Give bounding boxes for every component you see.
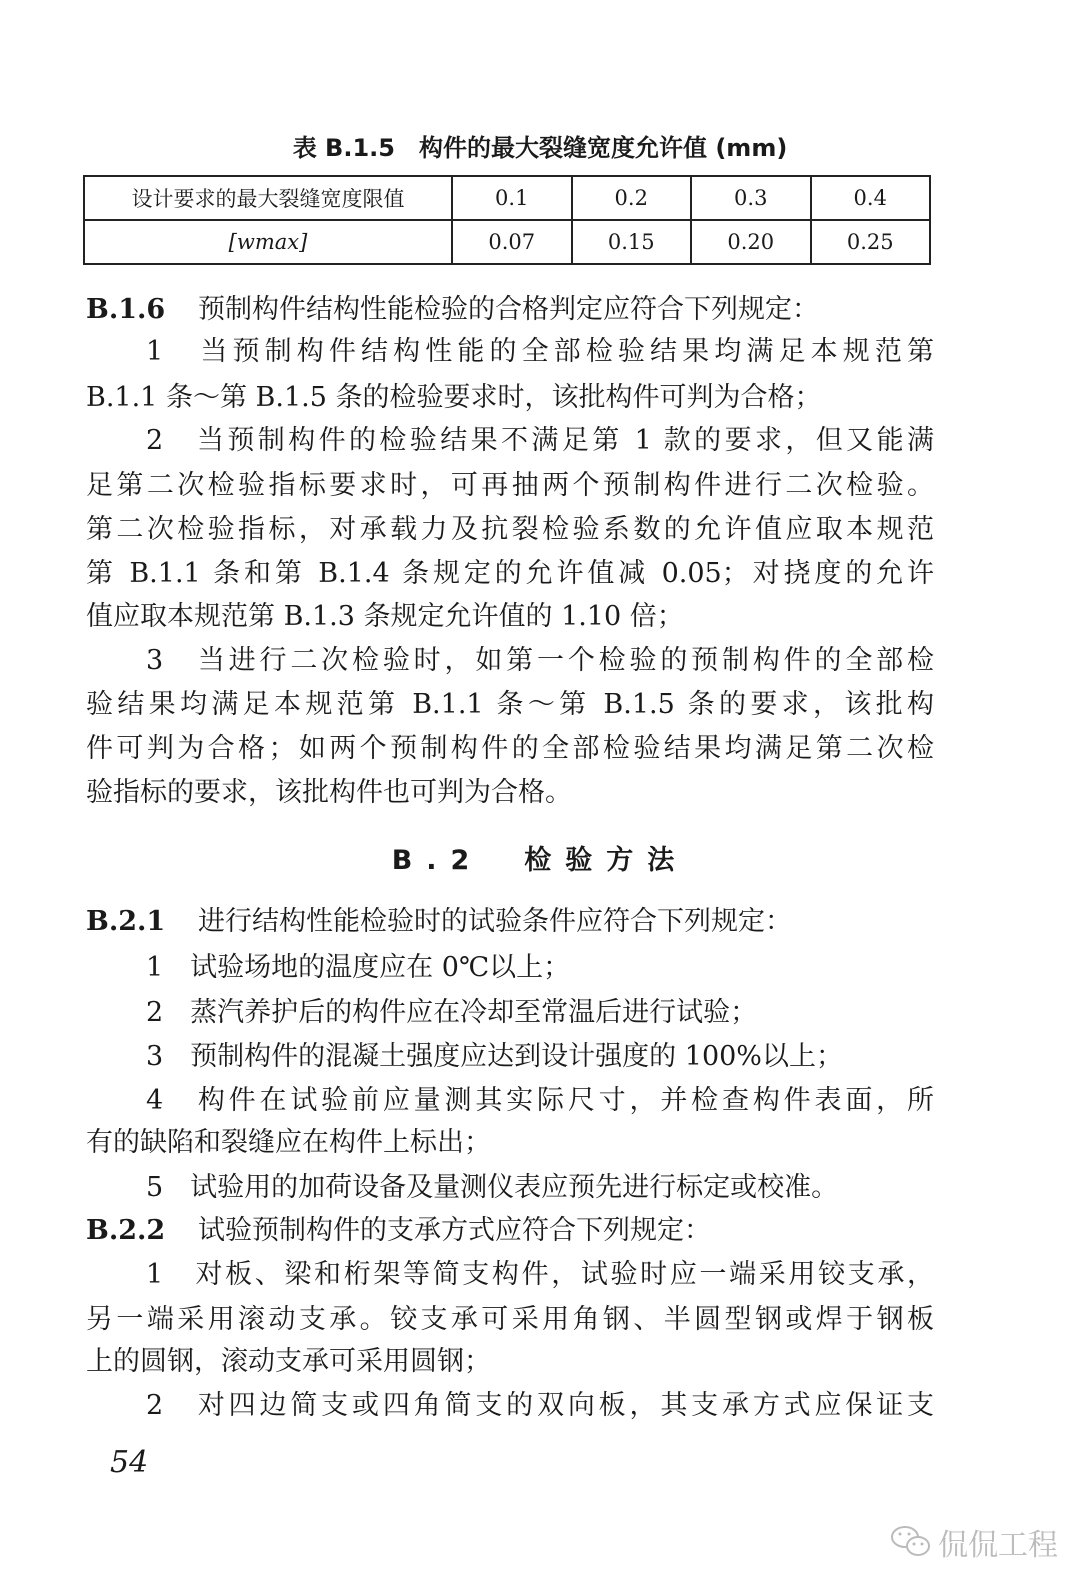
table-row	[84, 220, 930, 264]
text-line: 第 B.1.1 条和第 B.1.4 条规定的允许值减 0.05；对挠度的允许	[86, 558, 934, 589]
watermark	[890, 1520, 1058, 1564]
text-line: 4 构件在试验前应量测其实际尺寸，并检查构件表面，所	[146, 1085, 934, 1116]
wechat-icon	[890, 1524, 932, 1560]
text-line: B.1.1 条～第 B.1.5 条的检验要求时，该批构件可判为合格；	[86, 382, 822, 413]
text-line: 3 当进行二次检验时，如第一个检验的预制构件的全部检	[146, 645, 934, 676]
text-line: 值应取本规范第 B.1.3 条规定允许值的 1.10 倍；	[86, 601, 684, 632]
text-line: 件可判为合格；如两个预制构件的全部检验结果均满足第二次检	[86, 733, 934, 764]
text-line: 5 试验用的加荷设备及量测仪表应预先进行标定或校准。	[146, 1172, 839, 1203]
text-line: 1 对板、梁和桁架等简支构件，试验时应一端采用铰支承，	[146, 1259, 934, 1290]
text-line: 1 当预制构件结构性能的全部检验结果均满足本规范第	[146, 336, 934, 367]
text-line: 足第二次检验指标要求时，可再抽两个预制构件进行二次检验。	[86, 470, 934, 501]
text-line: 2 对四边简支或四角简支的双向板，其支承方式应保证支	[146, 1390, 934, 1421]
text-line: 2 蒸汽养护后的构件应在冷却至常温后进行试验；	[146, 997, 758, 1028]
section-heading: B.2 检验方法	[391, 845, 689, 876]
clause-b21	[86, 902, 934, 942]
text-line: 第二次检验指标，对承载力及抗裂检验系数的允许值应取本规范	[86, 514, 934, 545]
table-cell: 0.25	[811, 220, 931, 264]
text-line: 有的缺陷和裂缝应在构件上标出；	[86, 1127, 491, 1158]
text-line: 预制构件结构性能检验的合格判定应符合下列规定：	[198, 294, 819, 325]
text-line: 上的圆钢，滚动支承可采用圆钢；	[86, 1346, 491, 1377]
text-line: 3 预制构件的混凝土强度应达到设计强度的 100%以上；	[146, 1041, 843, 1072]
clause-number: B.1.6	[86, 294, 166, 325]
text-line: 2 当预制构件的检验结果不满足第 1 款的要求，但又能满	[146, 425, 934, 456]
page-number: 54	[110, 1445, 149, 1480]
table-cell: 0.07	[452, 220, 572, 264]
text-line: 验结果均满足本规范第 B.1.1 条～第 B.1.5 条的要求，该批构	[86, 689, 934, 720]
text-line: 试验预制构件的支承方式应符合下列规定：	[198, 1215, 711, 1246]
table-header-cell: 设计要求的最大裂缝宽度限值	[84, 176, 452, 220]
text-line: 验指标的要求，该批构件也可判为合格。	[86, 777, 572, 808]
table-cell: 0.2	[572, 176, 692, 220]
table-title: 表 B.1.5 构件的最大裂缝宽度允许值 (mm)	[292, 134, 788, 162]
clause-b22	[86, 1211, 934, 1251]
table-cell: 0.3	[691, 176, 811, 220]
watermark-text: 侃侃工程	[938, 1528, 1058, 1563]
table-row	[84, 176, 930, 220]
text-line: 另一端采用滚动支承。铰支承可采用角钢、半圆型钢或焊于钢板	[86, 1304, 934, 1335]
text-line: 1 试验场地的温度应在 0℃以上；	[146, 952, 571, 983]
clause-b16	[86, 290, 934, 330]
text-line: 进行结构性能检验时的试验条件应符合下列规定：	[198, 906, 792, 937]
crack-width-table	[83, 175, 931, 265]
clause-number: B.2.1	[86, 906, 166, 937]
table-cell: 0.15	[572, 220, 692, 264]
clause-number: B.2.2	[86, 1215, 166, 1246]
table-cell: 0.20	[691, 220, 811, 264]
table-cell: 0.4	[811, 176, 931, 220]
table-row-label: [wmax]	[84, 220, 452, 264]
table-cell: 0.1	[452, 176, 572, 220]
